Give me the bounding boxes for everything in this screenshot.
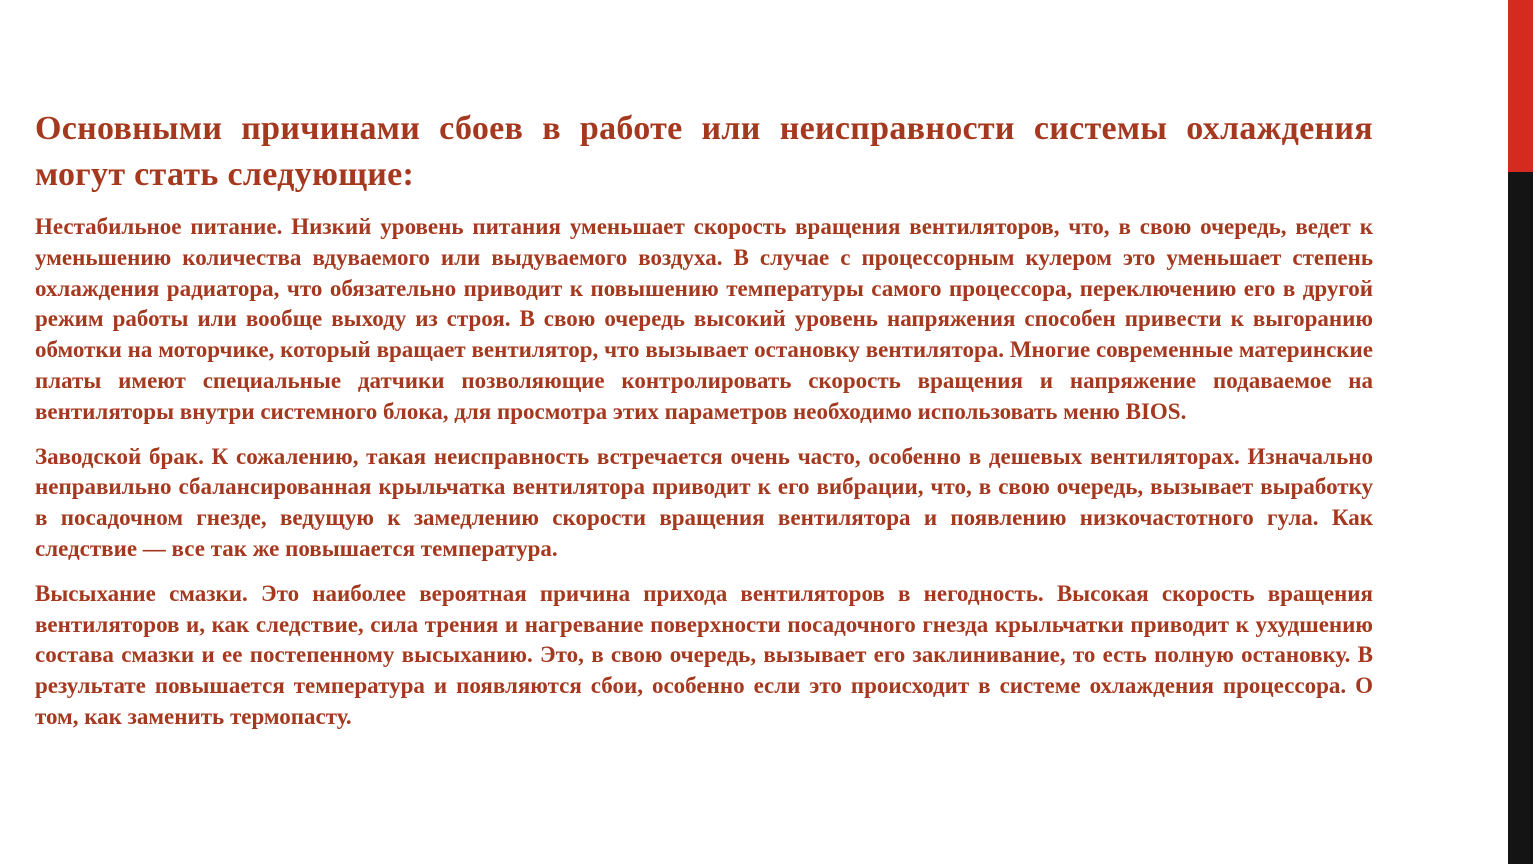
slide-heading: Основными причинами сбоев в работе или неисправности системы охлаждения могут стать следующие: (35, 110, 1373, 193)
paragraph-factory-defect: Заводской брак. К сожалению, такая неисправность встречается очень часто, особенно в дешевых вентиляторах. Изначально неправильно сбалансированная крыльчатка вентилятора приводит к его вибрации, что, в свою очередь, вызывает выработку в посадочном гнезде, ведущую к замедлению скорости вращения вентилятора и появлению низкочастотного гула. Как следствие — все так же повышается температура. (35, 443, 1373, 561)
paragraph-unstable-power: Нестабильное питание. Низкий уровень питания уменьшает скорость вращения вентиляторов, что, в свою очередь, ведет к уменьшению количества вдуваемого или выдуваемого воздуха. В случае с процессорным кулером это уменьшает степень охлаждения радиатора, что обязательно приводит к повышению температуры самого процессора, переключению его в другой режим работы или вообще выходу из строя. В свою очередь высокий уровень напряжения способен привести к выгоранию обмотки на моторчике, который вращает вентилятор, что вызывает остановку вентилятора. Многие современные материнские платы имеют специальные датчики позволяющие контролировать скорость вращения и напряжение подаваемое на вентиляторы внутри системного блока, для просмотра этих параметров необходимо использовать меню BIOS. (35, 214, 1373, 424)
side-bar (1508, 0, 1533, 864)
slide-content (35, 106, 1373, 747)
side-bar-accent (1508, 0, 1533, 172)
paragraph-lubricant-drying: Высыхание смазки. Это наиболее вероятная причина прихода вентиляторов в негодность. Высокая скорость вращения вентиляторов и, как следствие, сила трения и нагревание поверхности посадочного гнезда крыльчатки приводит к ухудшению состава смазки и ее постепенному высыханию. Это, в свою очередь, вызывает его заклинивание, то есть полную остановку. В результате повышается температура и появляются сбои, особенно если это происходит в системе охлаждения процессора. О том, как заменить термопасту. (35, 580, 1373, 729)
